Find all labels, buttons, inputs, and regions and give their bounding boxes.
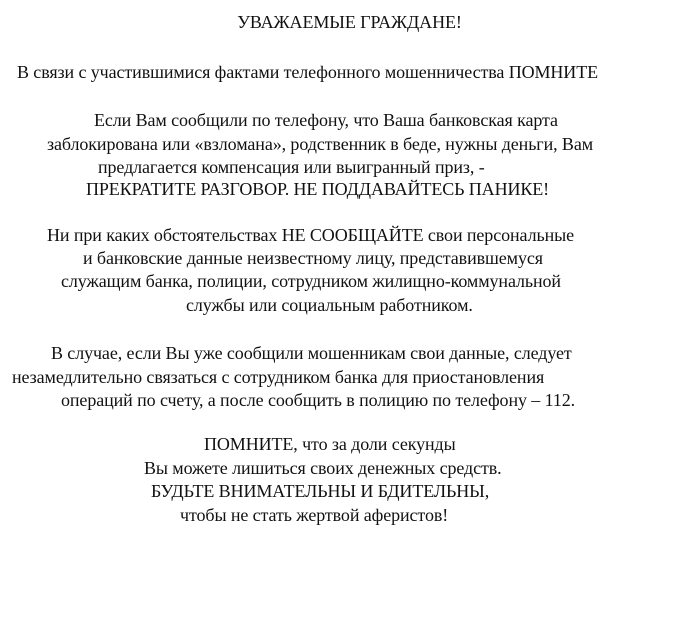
p3-line2: незамедлительно связаться с сотрудником банка для приостановления (12, 367, 545, 387)
p1-line4: ПРЕКРАТИТЕ РАЗГОВОР. НЕ ПОДДАВАЙТЕСЬ ПАНИКЕ! (86, 179, 550, 199)
intro-line: В связи с участившимися фактами телефонного мошенничества ПОМНИТЕ (17, 62, 598, 82)
closing-line3: БУДЬТЕ ВНИМАТЕЛЬНЫ И БДИТЕЛЬНЫ, (151, 481, 490, 501)
p3-line1: В случае, если Вы уже сообщили мошенникам свои данные, следует (51, 343, 572, 363)
closing-line1: ПОМНИТЕ, что за доли секунды (204, 434, 456, 454)
p3-line3: операций по счету, а после сообщить в полицию по телефону – 112. (61, 390, 576, 410)
p1-line1: Если Вам сообщили по телефону, что Ваша банковская карта (94, 110, 558, 130)
closing-line4: чтобы не стать жертвой аферистов! (180, 505, 449, 525)
p2-line4: службы или социальным работником. (186, 295, 473, 315)
p2-line2: и банковские данные неизвестному лицу, представившемуся (83, 248, 543, 268)
notice-heading: УВАЖАЕМЫЕ ГРАЖДАНЕ! (237, 12, 462, 32)
closing-line2: Вы можете лишиться своих денежных средств. (144, 458, 502, 478)
p1-line2: заблокирована или «взломана», родственник в беде, нужны деньги, Вам (47, 134, 594, 154)
p1-line3: предлагается компенсация или выигранный приз, - (98, 157, 485, 177)
p2-line3: служащим банка, полиции, сотрудником жилищно-коммунальной (61, 271, 561, 291)
p2-line1: Ни при каких обстоятельствах НЕ СООБЩАЙТЕ свои персональные (47, 225, 574, 245)
